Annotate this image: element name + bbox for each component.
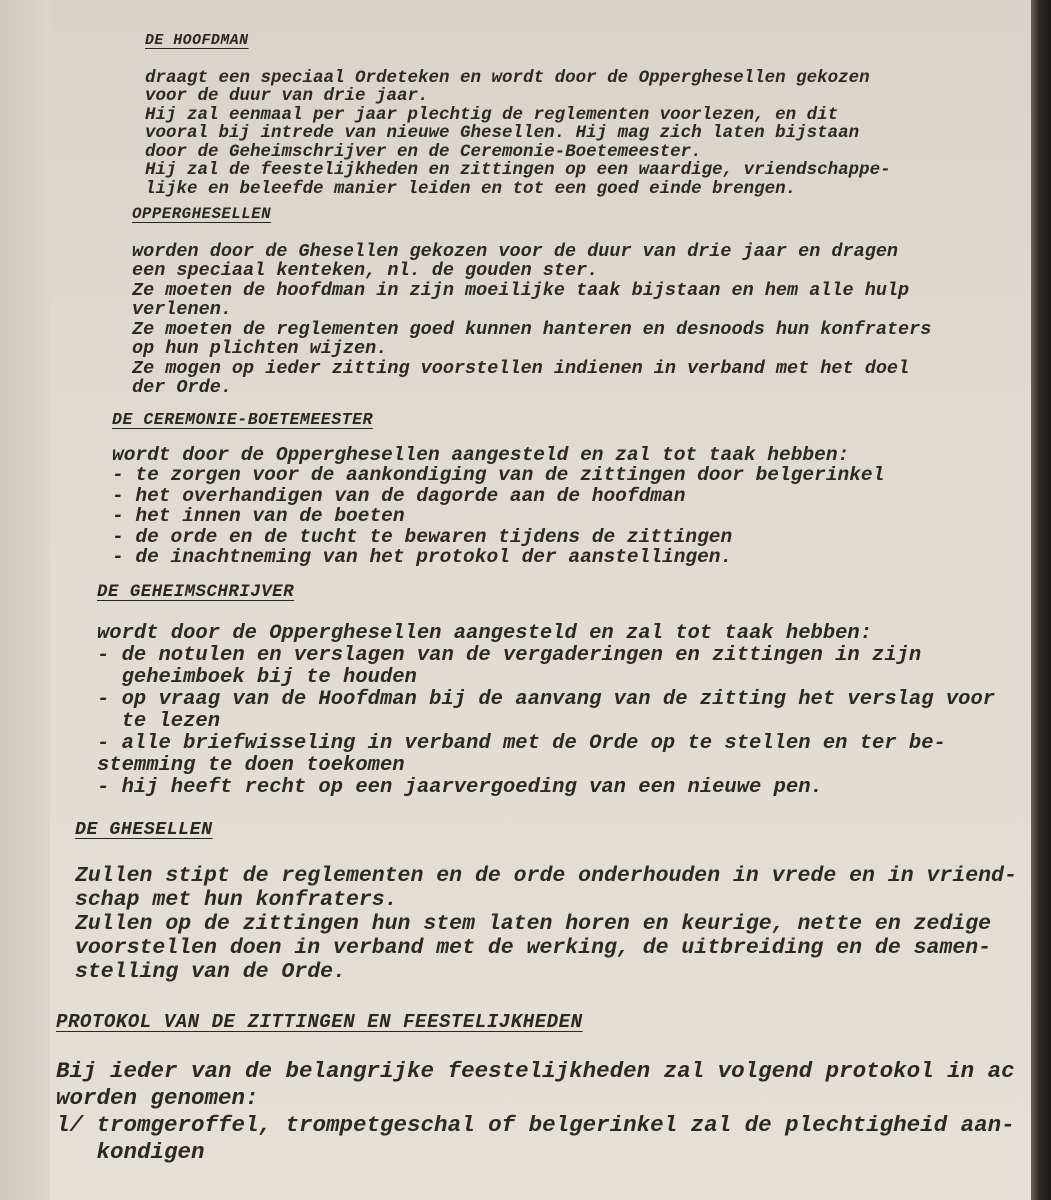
text-line: voorstellen doen in verband met de werking, de uitbreiding en de samen-	[75, 935, 992, 960]
text-line: Ze moeten de hoofdman in zijn moeilijke taak bijstaan en hem alle hulp	[132, 279, 910, 301]
section-6	[56, 1008, 1015, 1166]
text-line: vooral bij intrede van nieuwe Ghesellen. Hij mag zich laten bijstaan	[145, 123, 860, 144]
text-line: - hij heeft recht op een jaarvergoeding van een nieuwe pen.	[97, 775, 823, 799]
text-line: schap met hun konfraters.	[75, 887, 398, 912]
text-line: voor de duur van drie jaar.	[145, 86, 429, 107]
text-line: Bij ieder van de belangrijke feestelijkheden zal volgend protokol in ac	[56, 1057, 1015, 1084]
page-left-margin	[0, 0, 50, 1200]
text-line: der Orde.	[132, 377, 232, 398]
section-heading: DE CEREMONIE-BOETEMEESTER	[112, 410, 373, 429]
text-line: kondigen	[56, 1138, 205, 1165]
text-line: draagt een speciaal Ordeteken en wordt door de Opperghesellen gekozen	[145, 67, 870, 88]
text-line: een speciaal kenteken, nl. de gouden ster.	[132, 260, 599, 281]
section-body	[97, 623, 995, 799]
text-line: Zullen op de zittingen hun stem laten horen en keurige, nette en zedige	[75, 911, 992, 936]
section-heading: DE GEHEIMSCHRIJVER	[97, 582, 295, 602]
page-edge-shadow	[1031, 0, 1051, 1200]
text-line: - de inachtneming van het protokol der aanstellingen.	[112, 546, 733, 568]
section-heading: DE HOOFDMAN	[145, 33, 249, 49]
text-line: stelling van de Orde.	[75, 959, 346, 984]
text-line: - de notulen en verslagen van de vergaderingen en zittingen in zijn	[97, 643, 922, 667]
section-4	[97, 580, 995, 799]
text-line: l/ tromgeroffel, trompetgeschal of belgerinkel zal de plechtigheid aan-	[56, 1111, 1015, 1138]
section-body	[75, 864, 1017, 984]
text-line: op hun plichten wijzen.	[132, 338, 388, 359]
text-line: wordt door de Opperghesellen aangesteld en zal tot taak hebben:	[97, 621, 873, 645]
text-line: - het innen van de boeten	[112, 505, 405, 527]
text-line: - alle briefwisseling in verband met de Orde op te stellen en ter be-	[97, 731, 946, 755]
text-line: - te zorgen voor de aankondiging van de zittingen door belgerinkel	[112, 464, 885, 486]
section-5	[75, 817, 1017, 984]
section-3	[112, 408, 884, 568]
section-heading: DE GHESELLEN	[75, 820, 213, 840]
text-line: verlenen.	[132, 299, 232, 320]
text-line: - de orde en de tucht te bewaren tijdens de zittingen	[112, 525, 733, 548]
text-line: - op vraag van de Hoofdman bij de aanvang van de zitting het verslag voor	[97, 687, 996, 711]
text-line: geheimboek bij te houden	[97, 665, 417, 689]
section-body	[132, 242, 931, 398]
section-2	[132, 203, 931, 398]
section-1	[145, 30, 891, 198]
text-line: stemming te doen toekomen	[97, 753, 405, 777]
section-body	[56, 1058, 1015, 1166]
text-line: door de Geheimschrijver en de Ceremonie-Boetemeester.	[145, 141, 702, 162]
section-heading: PROTOKOL VAN DE ZITTINGEN EN FEESTELIJKHEDEN	[56, 1011, 583, 1033]
text-line: worden door de Ghesellen gekozen voor de duur van drie jaar en dragen	[132, 240, 899, 262]
text-line: Zullen stipt de reglementen en de orde onderhouden in vrede en in vriend-	[75, 863, 1017, 888]
text-line: - het overhandigen van de dagorde aan de hoofdman	[112, 484, 686, 507]
text-line: Ze mogen op ieder zitting voorstellen indienen in verband met het doel	[132, 357, 910, 379]
text-line: worden genomen:	[56, 1084, 259, 1111]
section-heading: OPPERGHESELLEN	[132, 205, 272, 223]
text-line: Hij zal de feestelijkheden en zittingen op een waardige, vriendschappe-	[145, 160, 891, 181]
text-line: te lezen	[97, 709, 221, 733]
section-body	[145, 69, 891, 199]
text-line: lijke en beleefde manier leiden en tot een goed einde brengen.	[145, 178, 797, 199]
text-line: wordt door de Opperghesellen aangesteld en zal tot taak hebben:	[112, 443, 850, 466]
text-line: Hij zal eenmaal per jaar plechtig de reglementen voorlezen, en dit	[145, 104, 839, 125]
text-line: Ze moeten de reglementen goed kunnen hanteren en desnoods hun konfraters	[132, 318, 932, 340]
section-body	[112, 445, 884, 568]
